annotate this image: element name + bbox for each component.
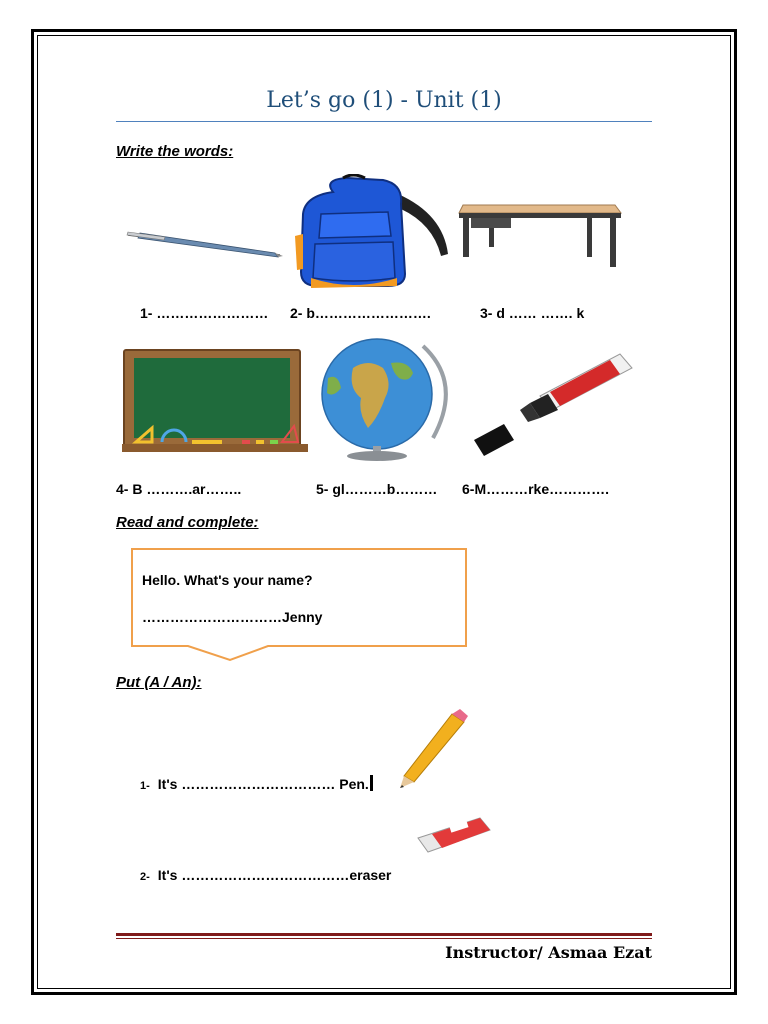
pencil-image	[390, 708, 480, 790]
text-cursor	[370, 775, 373, 791]
globe-image	[313, 338, 468, 463]
put-item-1-text: It's …………………………… Pen.	[157, 776, 369, 792]
write-word-5: 5- gl………b………	[316, 481, 438, 497]
footer-rule-thin	[116, 938, 652, 939]
put-item-1	[140, 775, 373, 794]
write-word-1: 1- ……………………	[140, 305, 269, 321]
section-put-a-an: Put (A / An):	[116, 674, 202, 691]
write-word-4: 4- B ……….ar……..	[116, 481, 242, 497]
title-underline	[116, 121, 652, 122]
write-word-3: 3- d …… ……. k	[480, 305, 585, 321]
blackboard-image	[122, 348, 308, 458]
section-read-complete: Read and complete:	[116, 514, 259, 531]
dialogue-question: Hello. What's your name?	[142, 572, 313, 588]
write-word-2: 2- b…………………….	[290, 305, 431, 321]
pen-image	[120, 215, 285, 265]
dialogue-answer: …………………………Jenny	[142, 609, 323, 625]
speech-bubble	[128, 546, 470, 664]
instructor-name: Instructor/ Asmaa Ezat	[445, 943, 652, 962]
section-write-words: Write the words:	[116, 143, 234, 160]
marker-image	[470, 348, 640, 463]
put-item-2	[140, 867, 391, 885]
desk-image	[455, 195, 625, 270]
worksheet-title: Let’s go (1) - Unit (1)	[266, 88, 502, 113]
put-item-2-number: 2-	[140, 871, 150, 883]
put-item-2-text: It's ………………………………eraser	[157, 867, 392, 883]
write-word-6: 6-M………rke………….	[462, 481, 610, 497]
put-item-1-number: 1-	[140, 780, 150, 792]
eraser-image	[410, 808, 495, 860]
footer-rule-thick	[116, 933, 652, 936]
backpack-image	[293, 174, 453, 292]
